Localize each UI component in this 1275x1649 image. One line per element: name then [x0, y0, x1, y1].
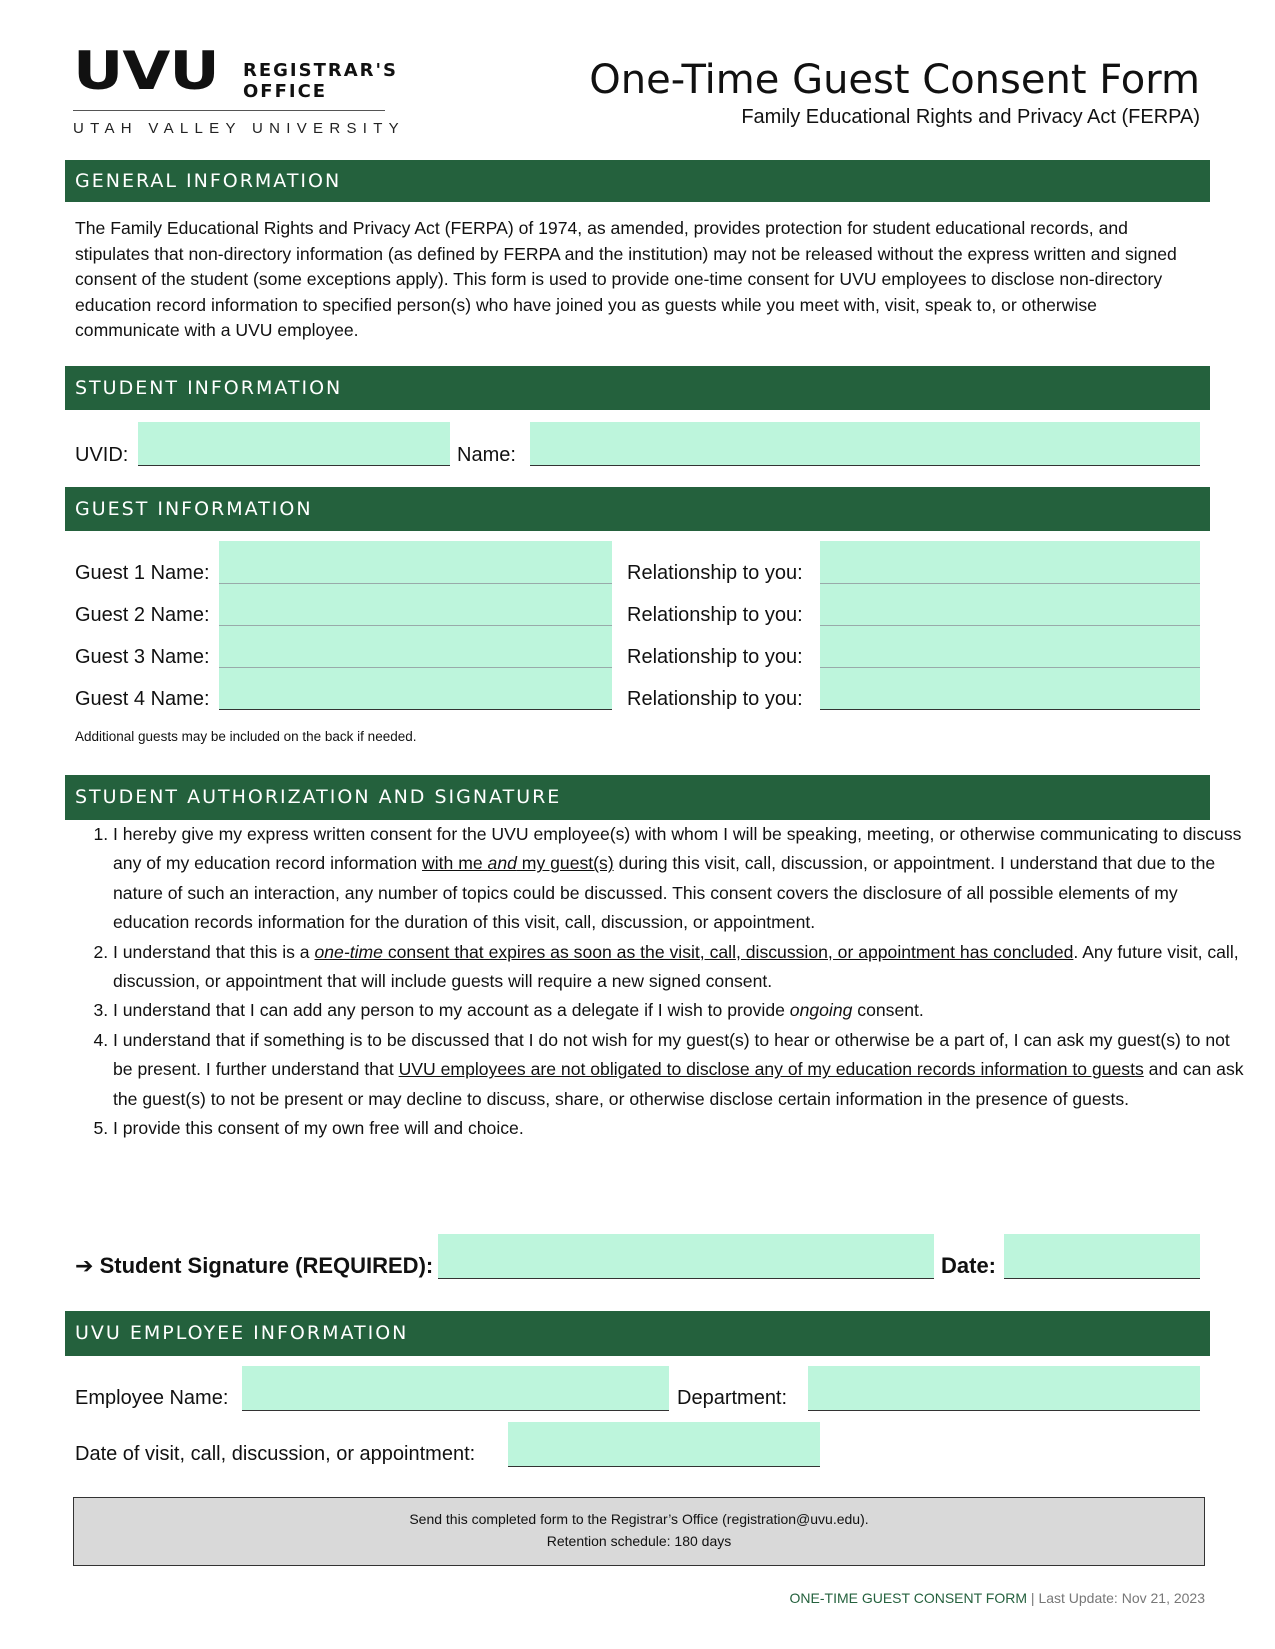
- page-footer: [790, 1590, 1205, 1606]
- guest-3-name-label: Guest 3 Name:: [75, 646, 210, 668]
- authorization-item-4: 4. I understand that if something is to be discussed that I do not wish for my guest(s) to hear or otherwise be a part of, I can ask my guest(s) to not be present. I further understand that UVU employees are not obligated to disclose any of my education records information to guests and can ask the guest(s) to not be present or may decline to discuss, share, or otherwise disclose certain information in the presence of guests.: [113, 1026, 1253, 1114]
- department-label: Department:: [677, 1387, 788, 1409]
- signature-date-label: Date:: [941, 1253, 997, 1278]
- guest-3-name-field[interactable]: [219, 626, 612, 668]
- guest-2-relationship-label: Relationship to you:: [627, 604, 803, 626]
- uvid-label: UVID:: [75, 444, 129, 466]
- footer-separator: |: [1030, 1590, 1035, 1606]
- authorization-list: [70, 820, 1253, 1143]
- submission-instructions-box: [73, 1497, 1205, 1566]
- guest-2-relationship-field[interactable]: [820, 584, 1200, 626]
- visit-date-field[interactable]: [508, 1422, 820, 1467]
- authorization-item-1: 1. I hereby give my express written consent for the UVU employee(s) with whom I will be speaking, meeting, or otherwise communicating to discuss any of my education record information with me and my guest(s) during this visit, call, discussion, or appointment. I understand that due to the nature of such an interaction, any number of topics could be discussed. This consent covers the disclosure of all possible elements of my education records information for the duration of this visit, call, discussion, or appointment.: [113, 820, 1253, 938]
- student-name-label: Name:: [457, 444, 516, 466]
- registrar-office-logo-text: [243, 60, 398, 102]
- footer-last-update: Last Update: Nov 21, 2023: [1038, 1590, 1205, 1606]
- student-signature-label: ➔ Student Signature (REQUIRED):: [75, 1253, 434, 1278]
- section-header-authorization: STUDENT AUTHORIZATION AND SIGNATURE: [65, 775, 1210, 820]
- authorization-item-2: 2. I understand that this is a one-time consent that expires as soon as the visit, call, discussion, or appointment has concluded. Any future visit, call, discussion, or appointment that will include guests will require a new signed consent.: [113, 938, 1253, 997]
- guest-1-relationship-field[interactable]: [820, 541, 1200, 584]
- guest-4-name-label: Guest 4 Name:: [75, 688, 210, 710]
- authorization-item-5: 5. I provide this consent of my own free will and choice.: [113, 1114, 1253, 1143]
- student-name-field[interactable]: [530, 422, 1200, 466]
- guest-4-relationship-field[interactable]: [820, 668, 1200, 710]
- additional-guests-note: Additional guests may be included on the back if needed.: [75, 729, 417, 744]
- footer-form-name: ONE-TIME GUEST CONSENT FORM: [789, 1590, 1028, 1606]
- employee-name-label: Employee Name:: [75, 1387, 229, 1409]
- guest-1-relationship-label: Relationship to you:: [627, 562, 803, 584]
- section-header-guest: GUEST INFORMATION: [65, 487, 1210, 531]
- guest-3-relationship-label: Relationship to you:: [627, 646, 803, 668]
- guest-3-relationship-field[interactable]: [820, 626, 1200, 668]
- uvid-field[interactable]: [138, 422, 450, 466]
- general-information-text: The Family Educational Rights and Privacy Act (FERPA) of 1974, as amended, provides protection for student educational records, and stipulates that non-directory information (as defined by FERPA and the institution) may not be released without the express written and signed consent of the student (some exceptions apply). This form is used to provide one-time consent for UVU employees to disclose non-directory education record information to specified person(s) who have joined you as guests while you meet with, visit, speak to, or otherwise communicate with a UVU employee.: [75, 218, 1177, 340]
- employee-name-field[interactable]: [242, 1366, 669, 1411]
- guest-2-name-field[interactable]: [219, 584, 612, 626]
- department-field[interactable]: [808, 1366, 1200, 1411]
- visit-date-label: Date of visit, call, discussion, or appointment:: [75, 1443, 476, 1465]
- logo-university-name: UTAH VALLEY UNIVERSITY: [73, 120, 405, 137]
- signature-date-field[interactable]: [1004, 1234, 1200, 1279]
- guest-2-name-label: Guest 2 Name:: [75, 604, 210, 626]
- retention-schedule: Retention schedule: 180 days: [546, 1533, 732, 1549]
- logo-line-1: REGISTRAR'S: [243, 60, 398, 81]
- page-title: One-Time Guest Consent Form: [589, 57, 1200, 103]
- uvu-logo-mark: UVU: [73, 39, 219, 102]
- section-header-student: STUDENT INFORMATION: [65, 366, 1210, 410]
- student-signature-field[interactable]: [438, 1234, 934, 1279]
- authorization-item-3: 3. I understand that I can add any person to my account as a delegate if I wish to provide ongoing consent.: [113, 996, 1253, 1025]
- section-header-employee: UVU EMPLOYEE INFORMATION: [65, 1311, 1210, 1356]
- guest-4-relationship-label: Relationship to you:: [627, 688, 803, 710]
- arrow-right-icon: ➔: [75, 1253, 94, 1278]
- send-instructions: Send this completed form to the Registrar’s Office (registration@uvu.edu).: [409, 1511, 869, 1527]
- guest-4-name-field[interactable]: [219, 668, 612, 710]
- section-header-general: GENERAL INFORMATION: [65, 160, 1210, 202]
- logo-line-2: OFFICE: [243, 81, 328, 102]
- guest-1-name-label: Guest 1 Name:: [75, 562, 210, 584]
- logo-divider: [73, 110, 385, 111]
- page-subtitle: Family Educational Rights and Privacy Act (FERPA): [741, 106, 1200, 128]
- guest-1-name-field[interactable]: [219, 541, 612, 584]
